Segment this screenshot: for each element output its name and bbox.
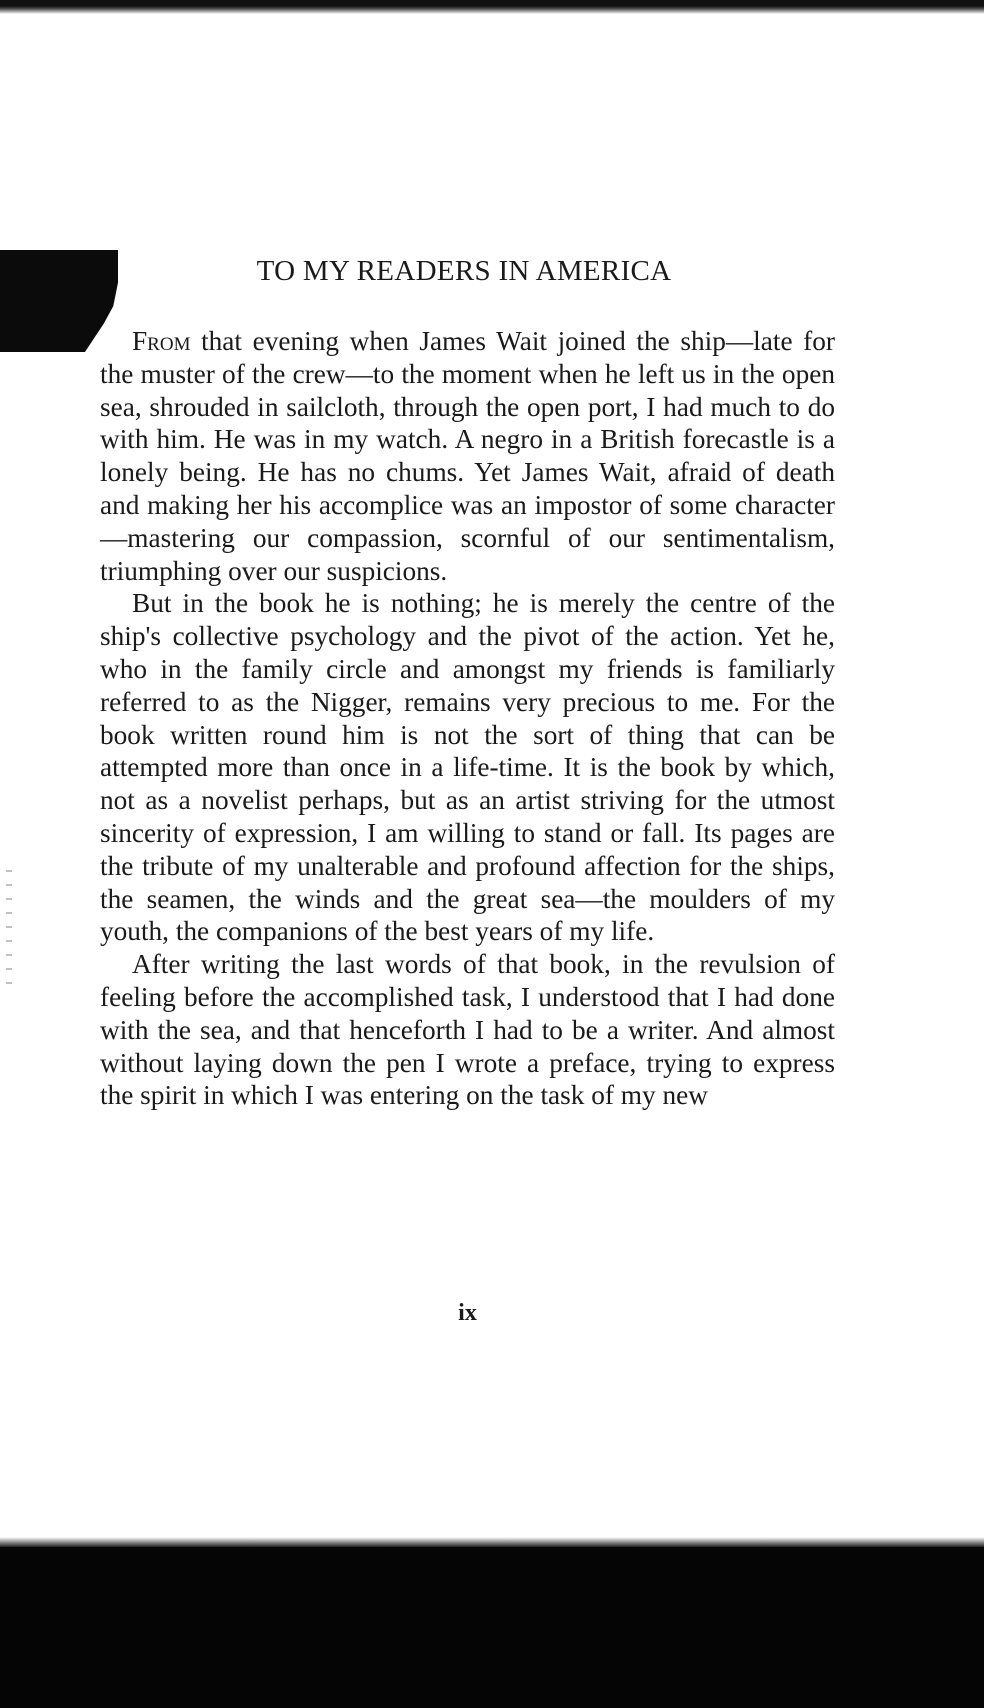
page-number: ix: [458, 1300, 477, 1326]
paragraph-lead-word: From: [132, 326, 191, 356]
paragraph-3: [100, 948, 835, 1112]
paragraph-1: [100, 325, 835, 587]
scan-margin-specks: [6, 870, 12, 990]
page-heading: TO MY READERS IN AMERICA: [256, 255, 672, 287]
paragraph-2: [100, 587, 835, 948]
scan-bottom-band: [0, 1545, 984, 1708]
body-text: [100, 325, 835, 1112]
paragraph-text: But in the book he is nothing; he is merely the centre of the ship's collective psychology and the pivot of the action. Yet he, who in the family circle and amongst my friends is familiarly referred to as the Nigger, remains very precious to me. For the book written round him is not the sort of thing that can be attempted more than once in a life-time. It is the book by which, not as a novelist perhaps, but as an artist striving for the utmost sincerity of expression, I am willing to stand or fall. Its pages are the tribute of my unalterable and profound affection for the ships, the seamen, the winds and the great sea—the moulders of my youth, the companions of the best years of my life.: [100, 588, 835, 947]
paragraph-text: After writing the last words of that book, in the revulsion of feeling before the accomplished task, I understood that I had done with the sea, and that henceforth I had to be a writer. And almost without laying down the pen I wrote a preface, trying to express the spirit in which I was entering on the task of my new: [100, 949, 835, 1111]
scan-top-edge: [0, 0, 984, 14]
paragraph-text: that evening when James Wait joined the ship—late for the muster of the crew—to the moment when he left us in the open sea, shrouded in sailcloth, through the open port, I had much to do with him. He was in my watch. A negro in a British forecastle is a lonely being. He has no chums. Yet James Wait, afraid of death and making her his accomplice was an impostor of some character—mastering our compassion, scornful of our sentimentalism, triumphing over our suspicions.: [100, 326, 835, 586]
